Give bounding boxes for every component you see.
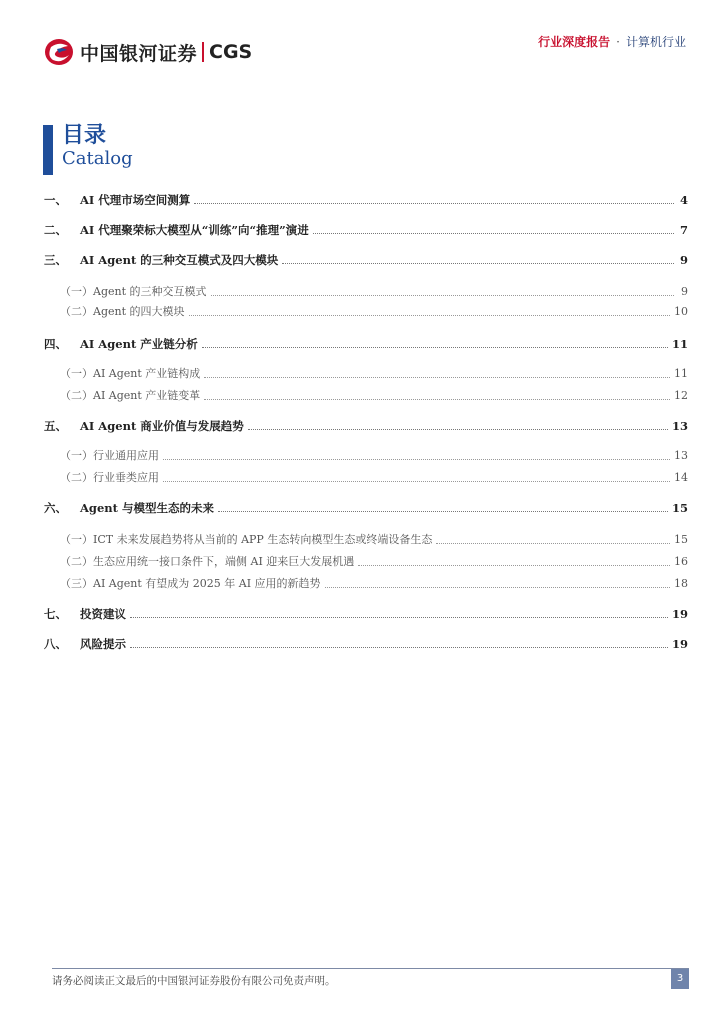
toc-entry-title: （一）Agent 的三种交互模式 [60, 285, 207, 298]
toc-entry[interactable] [44, 302, 688, 320]
toc-dot-leader [325, 586, 670, 588]
toc-entry-title: AI 代理聚荣标大模型从“训练”向“推理”演进 [80, 223, 309, 237]
report-type: 行业深度报告 [538, 35, 611, 49]
toc-entry-page: 12 [674, 389, 688, 402]
footer-disclaimer: 请务必阅读正文最后的中国银河证券股份有限公司免责声明。 [52, 975, 336, 987]
cgs-logo-icon [44, 38, 74, 66]
toc-entry-number: 六、 [44, 501, 67, 515]
toc-dot-leader [248, 428, 668, 430]
toc-entry[interactable] [44, 468, 688, 486]
toc-entry-title: AI Agent 产业链分析 [80, 337, 198, 351]
toc-entry[interactable] [44, 190, 688, 208]
toc-entry[interactable] [44, 604, 688, 622]
toc-entry-title: AI Agent 的三种交互模式及四大模块 [80, 253, 279, 267]
logo-divider [202, 42, 204, 62]
toc-entry-title: （二）AI Agent 产业链变革 [60, 389, 201, 402]
toc-dot-leader [211, 294, 675, 296]
toc-entry-title: AI 代理市场空间测算 [80, 193, 191, 207]
page-title-chinese: 目录 [62, 122, 107, 148]
toc-entry-page: 18 [674, 577, 688, 590]
toc-entry[interactable] [44, 364, 688, 382]
toc-entry-page: 4 [679, 193, 688, 207]
toc-entry[interactable] [44, 250, 688, 268]
toc-entry-title: 投资建议 [80, 607, 126, 621]
toc-entry-page: 16 [674, 555, 688, 568]
toc-entry[interactable] [44, 386, 688, 404]
toc-entry[interactable] [44, 334, 688, 352]
toc-dot-leader [204, 398, 670, 400]
toc-dot-leader [130, 616, 668, 618]
toc-entry[interactable] [44, 282, 688, 300]
logo-english-text: CGS [209, 41, 253, 63]
toc-entry-number: 四、 [44, 337, 67, 351]
toc-entry-page: 11 [674, 367, 688, 380]
industry-name: 计算机行业 [625, 35, 686, 49]
toc-entry[interactable] [44, 574, 688, 592]
toc-dot-leader [204, 376, 670, 378]
toc-entry-number: 七、 [44, 607, 67, 621]
toc-entry-page: 15 [671, 501, 688, 515]
toc-entry-page: 7 [679, 223, 688, 237]
title-accent-bar [43, 125, 53, 175]
toc-entry-title: 风险提示 [80, 637, 126, 651]
page-title-english: Catalog [62, 148, 133, 169]
toc-entry-page: 19 [671, 607, 688, 621]
toc-entry-title: （一）行业通用应用 [60, 449, 159, 462]
toc-entry-page: 9 [679, 253, 688, 267]
toc-entry-page: 13 [674, 449, 688, 462]
toc-entry-page: 13 [671, 419, 688, 433]
toc-entry-number: 三、 [44, 253, 67, 267]
toc-dot-leader [218, 510, 668, 512]
toc-entry-page: 11 [671, 337, 688, 351]
toc-dot-leader [163, 458, 670, 460]
toc-entry-title: Agent 与模型生态的未来 [80, 501, 214, 515]
toc-entry-number: 一、 [44, 193, 67, 207]
toc-entry[interactable] [44, 220, 688, 238]
logo-chinese-text: 中国银河证券 [80, 42, 198, 65]
toc-entry-title: （三）AI Agent 有望成为 2025 年 AI 应用的新趋势 [60, 577, 321, 590]
footer-page-number: 3 [671, 969, 689, 989]
toc-entry-number: 二、 [44, 223, 67, 237]
company-logo [44, 38, 252, 66]
toc-entry-title: （一）AI Agent 产业链构成 [60, 367, 201, 380]
toc-entry[interactable] [44, 498, 688, 516]
toc-entry[interactable] [44, 416, 688, 434]
toc-entry-title: （一）ICT 未来发展趋势将从当前的 APP 生态转向模型生态或终端设备生态 [60, 533, 433, 546]
footer-divider [52, 968, 689, 969]
toc-entry-page: 9 [681, 285, 688, 298]
toc-entry[interactable] [44, 446, 688, 464]
toc-entry[interactable] [44, 552, 688, 570]
report-header [538, 33, 686, 50]
toc-entry-title: （二）行业垂类应用 [60, 471, 159, 484]
toc-entry-page: 19 [671, 637, 688, 651]
toc-dot-leader [202, 346, 668, 348]
toc-entry-page: 10 [674, 305, 688, 318]
toc-dot-leader [358, 564, 670, 566]
toc-dot-leader [282, 262, 674, 264]
header-separator: · [616, 35, 620, 49]
toc-entry[interactable] [44, 530, 688, 548]
toc-dot-leader [313, 232, 674, 234]
toc-entry-title: （二）Agent 的四大模块 [60, 305, 185, 318]
toc-entry-number: 八、 [44, 637, 67, 651]
toc-entry-title: （二）生态应用统一接口条件下，端侧 AI 迎来巨大发展机遇 [60, 555, 355, 568]
toc-dot-leader [163, 480, 670, 482]
toc-entry-page: 14 [674, 471, 688, 484]
toc-dot-leader [130, 646, 668, 648]
toc-entry-title: AI Agent 商业价值与发展趋势 [80, 419, 244, 433]
toc-entry[interactable] [44, 634, 688, 652]
toc-dot-leader [194, 202, 674, 204]
toc-dot-leader [189, 314, 671, 316]
toc-entry-number: 五、 [44, 419, 67, 433]
toc-dot-leader [436, 542, 670, 544]
toc-entry-page: 15 [674, 533, 688, 546]
